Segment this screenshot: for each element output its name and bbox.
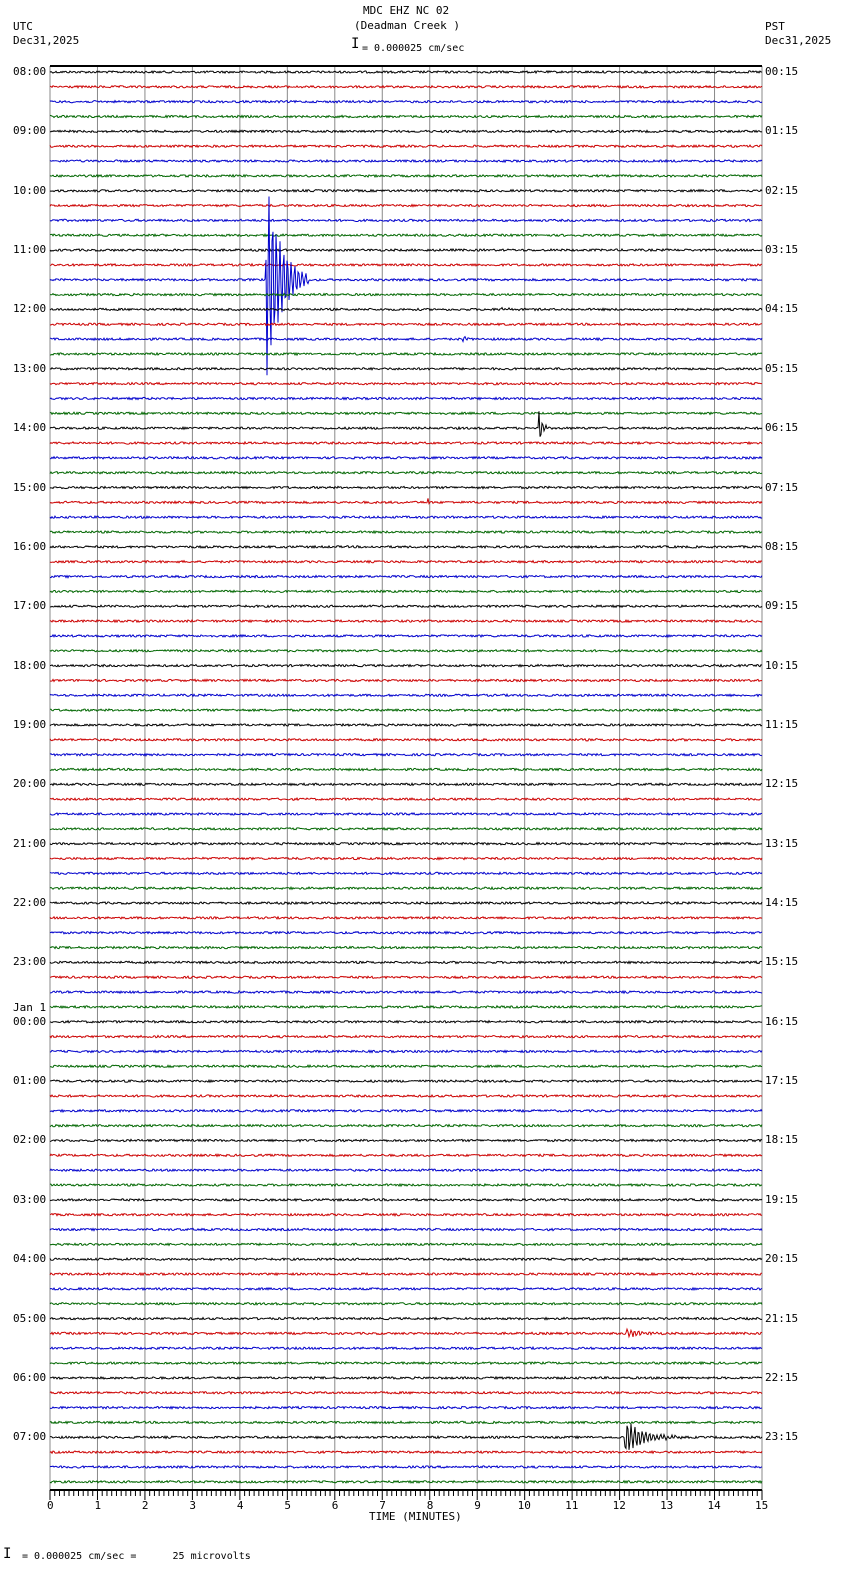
- seismic-trace: [50, 650, 762, 652]
- pst-hour-label: 04:15: [765, 302, 799, 316]
- utc-hour-label: 17:00: [13, 599, 47, 613]
- x-tick-label: 6: [331, 1499, 339, 1512]
- seismic-trace: [50, 694, 762, 696]
- seismic-trace: [50, 1424, 762, 1450]
- pst-hour-label: 08:15: [765, 539, 799, 553]
- pst-hour-label: 14:15: [765, 896, 799, 910]
- x-tick-label: 8: [426, 1499, 434, 1512]
- utc-hour-label: 10:00: [13, 183, 47, 197]
- seismic-trace: [50, 160, 762, 162]
- seismic-trace: [50, 472, 762, 474]
- seismic-trace: [50, 1451, 762, 1453]
- right-timezone: PST: [765, 20, 785, 33]
- pst-hour-label: 17:15: [765, 1074, 799, 1088]
- utc-hour-label: 23:00: [13, 955, 47, 969]
- seismic-trace: [50, 1481, 762, 1483]
- seismic-trace: [50, 635, 762, 637]
- seismic-trace: [50, 368, 762, 370]
- utc-hour-label: 20:00: [13, 777, 47, 791]
- pst-hour-label: 11:15: [765, 717, 799, 731]
- utc-hour-label: 21:00: [13, 836, 47, 850]
- seismic-trace: [50, 1006, 762, 1008]
- pst-hour-label: 15:15: [765, 955, 799, 969]
- seismic-trace: [50, 768, 762, 770]
- seismic-trace: [50, 1258, 762, 1260]
- seismic-trace: [50, 1377, 762, 1379]
- utc-hour-label: 12:00: [13, 302, 47, 316]
- utc-hour-label: 14:00: [13, 421, 47, 435]
- seismic-trace: [50, 1110, 762, 1112]
- seismic-trace: [50, 754, 762, 756]
- seismic-trace: [50, 961, 762, 963]
- utc-hour-label: 02:00: [13, 1133, 47, 1147]
- seismic-trace: [50, 1466, 762, 1468]
- seismic-trace: [50, 383, 762, 385]
- seismic-trace: [50, 457, 762, 459]
- utc-hour-label: 13:00: [13, 361, 47, 375]
- footer-scale-text: = 0.000025 cm/sec = 25 microvolts: [22, 1551, 251, 1562]
- x-tick-label: 15: [755, 1499, 769, 1512]
- seismic-trace: [50, 947, 762, 949]
- seismic-trace: [50, 1125, 762, 1127]
- x-tick-label: 12: [612, 1499, 626, 1512]
- seismic-trace: [50, 249, 762, 251]
- seismic-trace: [50, 991, 762, 993]
- seismic-trace: [50, 323, 762, 325]
- pst-hour-label: 01:15: [765, 124, 799, 138]
- seismic-trace: [50, 709, 762, 711]
- x-tick-label: 14: [707, 1499, 721, 1512]
- seismic-trace: [50, 308, 762, 311]
- scale-text: = 0.000025 cm/sec: [362, 43, 465, 54]
- seismic-trace: [50, 1392, 762, 1394]
- left-timezone: UTC: [13, 20, 33, 33]
- seismic-trace: [50, 1329, 762, 1337]
- scale-bar-icon: I: [351, 36, 360, 52]
- pst-hour-label: 13:15: [765, 836, 799, 850]
- utc-hour-label: 01:00: [13, 1074, 47, 1088]
- seismic-trace: [50, 115, 762, 117]
- x-tick-label: 3: [189, 1499, 197, 1512]
- seismic-trace: [50, 976, 762, 978]
- x-tick-label: 9: [474, 1499, 481, 1512]
- utc-hour-label: 09:00: [13, 124, 47, 138]
- seismic-trace: [50, 412, 762, 414]
- utc-hour-label: 15:00: [13, 480, 47, 494]
- seismic-trace: [50, 1199, 762, 1201]
- pst-hour-label: 02:15: [765, 183, 799, 197]
- seismic-trace: [50, 197, 762, 376]
- seismic-trace: [50, 872, 762, 874]
- seismic-trace: [50, 1214, 762, 1216]
- seismic-trace: [50, 828, 762, 830]
- seismic-trace: [50, 264, 762, 266]
- seismic-trace: [50, 917, 762, 919]
- x-tick-label: 1: [94, 1499, 102, 1512]
- seismic-trace: [50, 546, 762, 548]
- seismic-trace: [50, 442, 762, 444]
- utc-hour-label: 03:00: [13, 1192, 47, 1206]
- seismic-trace: [50, 498, 762, 503]
- utc-hour-label: 11:00: [13, 243, 47, 257]
- seismic-trace: [50, 813, 762, 815]
- seismic-trace: [50, 353, 762, 355]
- seismic-trace: [50, 1362, 762, 1364]
- x-axis-label: TIME (MINUTES): [369, 1510, 462, 1523]
- seismic-trace: [50, 294, 762, 296]
- footer-scale-icon: I: [3, 1546, 12, 1562]
- utc-hour-label: 16:00: [13, 539, 47, 553]
- seismic-trace: [50, 1303, 762, 1305]
- pst-hour-label: 06:15: [765, 421, 799, 435]
- x-tick-label: 0: [47, 1499, 54, 1512]
- utc-hour-label: 05:00: [13, 1311, 47, 1325]
- seismic-trace: [50, 724, 762, 726]
- x-tick-label: 10: [517, 1499, 531, 1512]
- seismic-trace: [50, 1184, 762, 1186]
- right-date: Dec31,2025: [765, 34, 832, 47]
- pst-hour-label: 00:15: [765, 65, 799, 78]
- seismic-trace: [50, 665, 762, 667]
- seismic-trace: [50, 175, 762, 177]
- seismic-trace: [50, 1243, 762, 1245]
- utc-hour-label: 07:00: [13, 1430, 47, 1444]
- seismic-trace: [50, 1080, 762, 1082]
- seismic-trace: [50, 486, 762, 488]
- seismic-trace: [50, 1288, 762, 1290]
- pst-hour-label: 16:15: [765, 1014, 799, 1028]
- seismic-trace: [50, 1065, 762, 1067]
- pst-hour-label: 19:15: [765, 1192, 799, 1206]
- seismic-trace: [50, 531, 762, 533]
- utc-hour-label: 19:00: [13, 717, 47, 731]
- seismic-trace: [50, 620, 762, 622]
- seismic-trace: [50, 902, 762, 904]
- seismic-trace: [50, 1036, 762, 1038]
- seismic-trace: [50, 130, 762, 132]
- seismic-trace: [50, 86, 762, 88]
- seismic-trace: [50, 1154, 762, 1156]
- utc-hour-label: 22:00: [13, 896, 47, 910]
- seismic-trace: [50, 1318, 762, 1320]
- seismic-trace: [50, 337, 762, 342]
- station-name: (Deadman Creek ): [354, 19, 460, 32]
- seismic-trace: [50, 605, 762, 607]
- seismic-trace: [50, 101, 762, 103]
- utc-hour-label: 04:00: [13, 1252, 47, 1266]
- station-title: MDC EHZ NC 02: [363, 4, 450, 17]
- seismic-trace: [50, 576, 762, 578]
- seismic-trace: [50, 1021, 762, 1023]
- seismic-trace: [50, 1139, 762, 1141]
- pst-hour-label: 21:15: [765, 1311, 799, 1325]
- seismic-trace: [50, 145, 762, 147]
- x-tick-label: 11: [565, 1499, 579, 1512]
- utc-hour-label: 00:00: [13, 1014, 47, 1028]
- seismic-trace: [50, 411, 762, 436]
- seismic-trace: [50, 190, 762, 192]
- seismic-trace: [50, 1228, 762, 1230]
- seismic-trace: [50, 205, 762, 207]
- x-tick-label: 7: [379, 1499, 386, 1512]
- utc-hour-label: 08:00: [13, 65, 47, 78]
- seismic-trace: [50, 1050, 762, 1052]
- seismic-trace: [50, 397, 762, 399]
- pst-hour-label: 09:15: [765, 599, 799, 613]
- seismic-trace: [50, 590, 762, 592]
- seismic-trace: [50, 1347, 762, 1349]
- seismic-trace: [50, 1421, 762, 1423]
- pst-hour-label: 22:15: [765, 1370, 799, 1384]
- seismic-trace: [50, 219, 762, 221]
- seismic-trace: [50, 843, 762, 845]
- pst-hour-label: 20:15: [765, 1252, 799, 1266]
- pst-hour-label: 03:15: [765, 243, 799, 257]
- seismic-trace: [50, 1407, 762, 1409]
- seismic-trace: [50, 932, 762, 934]
- pst-hour-label: 23:15: [765, 1430, 799, 1444]
- seismic-trace: [50, 857, 762, 859]
- x-tick-label: 4: [236, 1499, 244, 1512]
- seismic-trace: [50, 783, 762, 785]
- utc-hour-label: 06:00: [13, 1370, 47, 1384]
- x-tick-label: 2: [141, 1499, 149, 1512]
- seismic-trace: [50, 561, 762, 563]
- pst-hour-label: 07:15: [765, 480, 799, 494]
- pst-hour-label: 05:15: [765, 361, 799, 375]
- seismic-trace: [50, 516, 762, 518]
- seismic-trace: [50, 798, 762, 800]
- seismic-trace: [50, 739, 762, 741]
- seismic-trace: [50, 71, 762, 73]
- x-tick-label: 5: [284, 1499, 291, 1512]
- date-change-label: Jan 1: [13, 1000, 47, 1014]
- pst-hour-label: 18:15: [765, 1133, 799, 1147]
- left-date: Dec31,2025: [13, 34, 80, 47]
- seismic-trace: [50, 1273, 762, 1275]
- x-tick-label: 13: [660, 1499, 674, 1512]
- seismic-trace: [50, 234, 762, 236]
- seismic-trace: [50, 1169, 762, 1171]
- seismic-trace: [50, 679, 762, 681]
- utc-hour-label: 18:00: [13, 658, 47, 672]
- seismic-trace: [50, 1095, 762, 1097]
- pst-hour-label: 10:15: [765, 658, 799, 672]
- seismic-trace: [50, 887, 762, 889]
- pst-hour-label: 12:15: [765, 777, 799, 791]
